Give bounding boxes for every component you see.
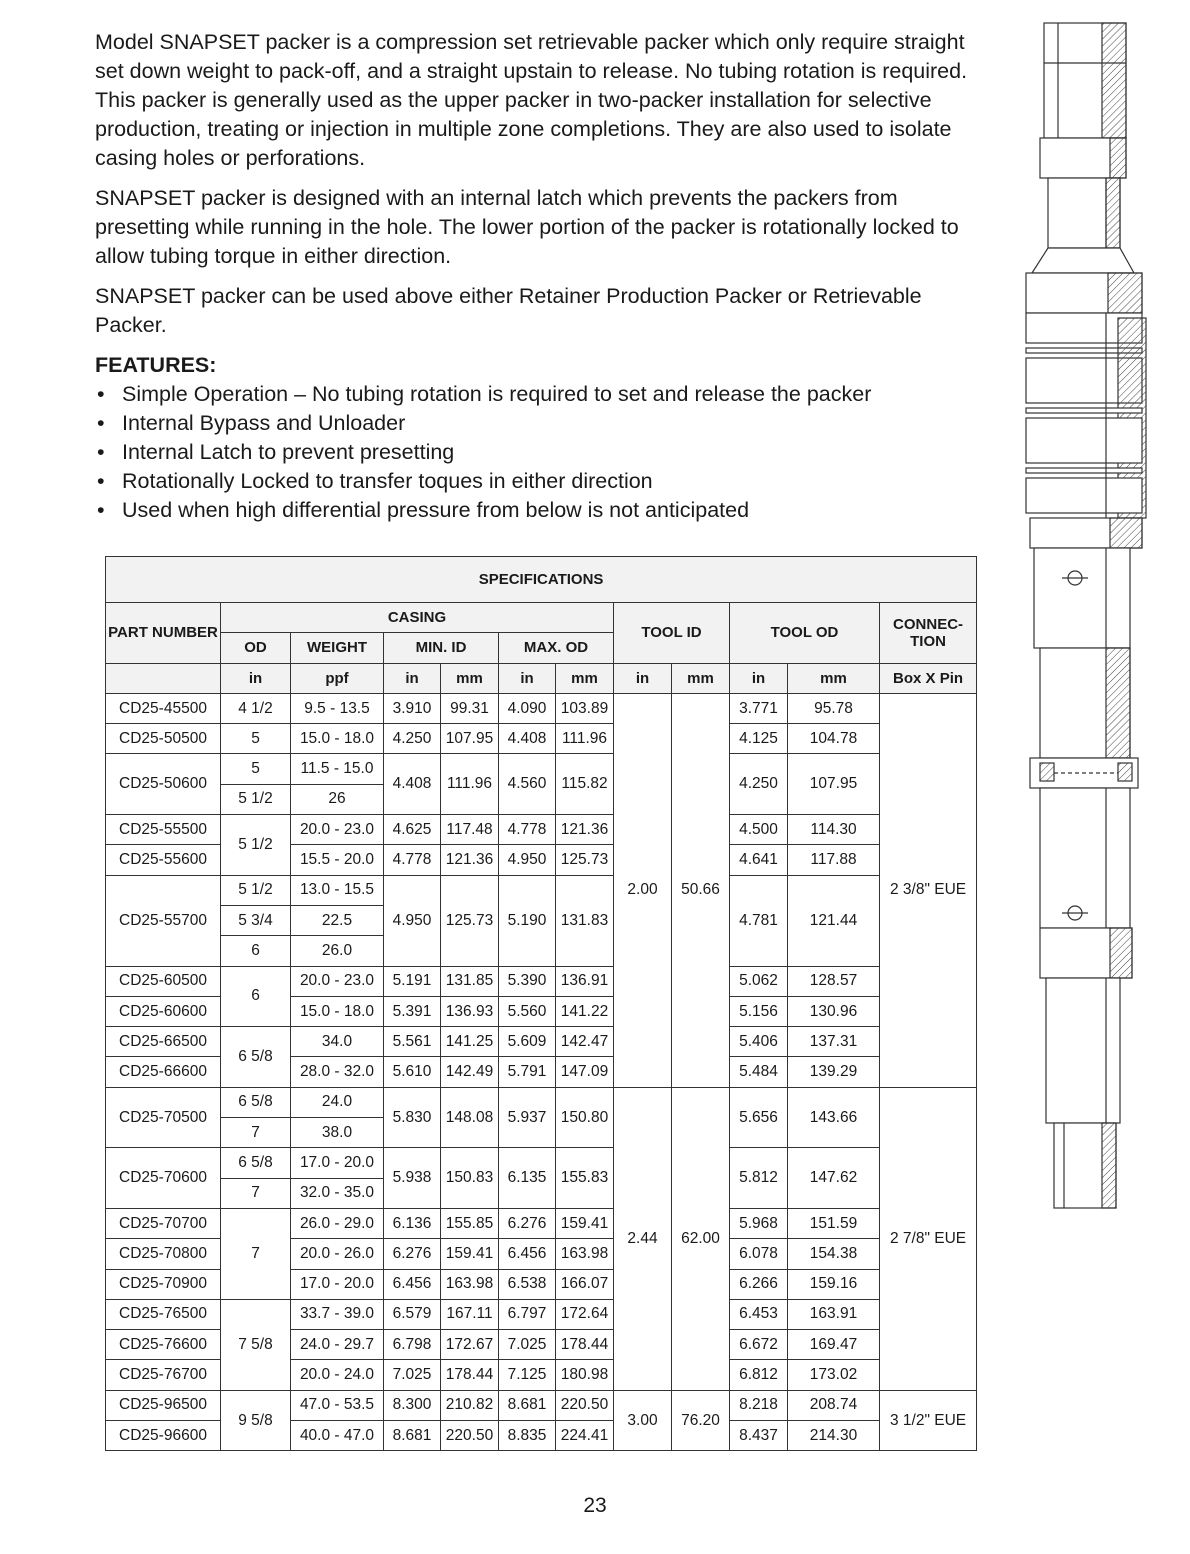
tool-od-in-cell: 4.641 — [730, 845, 788, 875]
connection-cell: 3 1/2" EUE — [880, 1390, 977, 1451]
max-od-in-cell: 5.791 — [499, 1057, 556, 1087]
min-id-mm-cell: 136.93 — [441, 996, 499, 1026]
casing-weight-cell: 15.0 - 18.0 — [291, 724, 384, 754]
part-number-cell: CD25-45500 — [106, 693, 221, 723]
part-number-cell: CD25-55500 — [106, 815, 221, 845]
table-row — [106, 1148, 977, 1178]
part-number-cell: CD25-76500 — [106, 1299, 221, 1329]
table-row — [106, 1390, 977, 1420]
max-od-in-cell: 6.797 — [499, 1299, 556, 1329]
tool-od-in-cell: 4.250 — [730, 754, 788, 815]
casing-weight-cell: 26 — [291, 784, 384, 814]
tool-od-mm-cell: 154.38 — [788, 1239, 880, 1269]
casing-weight-cell: 9.5 - 13.5 — [291, 693, 384, 723]
casing-od-cell: 5 — [221, 754, 291, 784]
tool-od-in-cell: 5.968 — [730, 1208, 788, 1238]
header-tool-od: TOOL OD — [730, 603, 880, 664]
part-number-cell: CD25-66600 — [106, 1057, 221, 1087]
feature-item: • Internal Latch to prevent presetting — [95, 438, 975, 467]
table-row — [106, 693, 977, 723]
max-od-mm-cell: 150.80 — [556, 1087, 614, 1148]
tool-od-mm-cell: 143.66 — [788, 1087, 880, 1148]
casing-od-cell: 6 5/8 — [221, 1148, 291, 1178]
max-od-in-cell: 4.950 — [499, 845, 556, 875]
min-id-in-cell: 5.610 — [384, 1057, 441, 1087]
part-number-cell: CD25-70800 — [106, 1239, 221, 1269]
intro-paragraph-3: SNAPSET packer can be used above either Retainer Production Packer or Retrievable Packer. — [95, 284, 922, 337]
tool-id-in-cell: 3.00 — [614, 1390, 672, 1451]
tool-od-mm-cell: 107.95 — [788, 754, 880, 815]
max-od-mm-cell: 159.41 — [556, 1208, 614, 1238]
casing-od-cell: 4 1/2 — [221, 693, 291, 723]
table-row — [106, 966, 977, 996]
min-id-in-cell: 8.681 — [384, 1421, 441, 1451]
min-id-mm-cell: 121.36 — [441, 845, 499, 875]
max-od-mm-cell: 147.09 — [556, 1057, 614, 1087]
min-id-mm-cell: 107.95 — [441, 724, 499, 754]
tool-od-in-cell: 6.672 — [730, 1330, 788, 1360]
table-row — [106, 1087, 977, 1117]
max-od-in-cell: 5.937 — [499, 1087, 556, 1148]
max-od-in-cell: 4.090 — [499, 693, 556, 723]
max-od-in-cell: 8.681 — [499, 1390, 556, 1420]
min-id-mm-cell: 117.48 — [441, 815, 499, 845]
casing-weight-cell: 20.0 - 23.0 — [291, 815, 384, 845]
max-od-in-cell: 6.456 — [499, 1239, 556, 1269]
casing-weight-cell: 11.5 - 15.0 — [291, 754, 384, 784]
part-number-cell: CD25-70700 — [106, 1208, 221, 1238]
header-connection: CONNEC-TION — [880, 603, 977, 664]
max-od-in-cell: 6.538 — [499, 1269, 556, 1299]
tool-od-mm-cell: 137.31 — [788, 1027, 880, 1057]
tool-od-in-cell: 8.437 — [730, 1421, 788, 1451]
tool-od-in-cell: 6.453 — [730, 1299, 788, 1329]
max-od-in-cell: 4.778 — [499, 815, 556, 845]
min-id-in-cell: 4.250 — [384, 724, 441, 754]
min-id-in-cell: 8.300 — [384, 1390, 441, 1420]
tool-od-mm-cell: 173.02 — [788, 1360, 880, 1390]
max-od-in-cell: 4.408 — [499, 724, 556, 754]
casing-od-cell: 9 5/8 — [221, 1390, 291, 1451]
tool-od-mm-cell: 169.47 — [788, 1330, 880, 1360]
casing-weight-cell: 13.0 - 15.5 — [291, 875, 384, 905]
tool-od-in-cell: 3.771 — [730, 693, 788, 723]
max-od-mm-cell: 155.83 — [556, 1148, 614, 1209]
casing-od-cell: 7 — [221, 1118, 291, 1148]
casing-weight-cell: 38.0 — [291, 1118, 384, 1148]
tool-od-in-cell: 5.812 — [730, 1148, 788, 1209]
max-od-in-cell: 5.560 — [499, 996, 556, 1026]
part-number-cell: CD25-76700 — [106, 1360, 221, 1390]
tool-id-in-cell: 2.00 — [614, 693, 672, 1087]
tool-od-in-cell: 6.812 — [730, 1360, 788, 1390]
part-number-cell: CD25-70500 — [106, 1087, 221, 1148]
max-od-mm-cell: 172.64 — [556, 1299, 614, 1329]
tool-od-mm-cell: 117.88 — [788, 845, 880, 875]
part-number-cell: CD25-96600 — [106, 1421, 221, 1451]
max-od-mm-cell: 111.96 — [556, 724, 614, 754]
unit-ppf: ppf — [291, 663, 384, 693]
casing-weight-cell: 26.0 — [291, 936, 384, 966]
tool-id-mm-cell: 50.66 — [672, 693, 730, 1087]
max-od-mm-cell: 142.47 — [556, 1027, 614, 1057]
min-id-mm-cell: 220.50 — [441, 1421, 499, 1451]
specifications-table — [105, 556, 977, 1451]
max-od-mm-cell: 125.73 — [556, 845, 614, 875]
unit-mm: mm — [556, 663, 614, 693]
part-number-cell: CD25-50500 — [106, 724, 221, 754]
units-row — [106, 663, 977, 693]
table-body — [106, 693, 977, 1450]
tool-od-in-cell: 4.781 — [730, 875, 788, 966]
min-id-in-cell: 6.276 — [384, 1239, 441, 1269]
header-casing: CASING — [221, 603, 614, 633]
max-od-in-cell: 5.390 — [499, 966, 556, 996]
connection-cell: 2 7/8" EUE — [880, 1087, 977, 1390]
min-id-mm-cell: 111.96 — [441, 754, 499, 815]
max-od-in-cell: 4.560 — [499, 754, 556, 815]
unit-box-pin: Box X Pin — [880, 663, 977, 693]
casing-weight-cell: 32.0 - 35.0 — [291, 1178, 384, 1208]
max-od-mm-cell: 180.98 — [556, 1360, 614, 1390]
table-row — [106, 1027, 977, 1057]
packer-drawing — [1010, 18, 1170, 1213]
casing-weight-cell: 33.7 - 39.0 — [291, 1299, 384, 1329]
min-id-in-cell: 6.136 — [384, 1208, 441, 1238]
casing-od-cell: 6 5/8 — [221, 1087, 291, 1117]
max-od-mm-cell: 224.41 — [556, 1421, 614, 1451]
max-od-in-cell: 5.190 — [499, 875, 556, 966]
part-number-cell: CD25-60500 — [106, 966, 221, 996]
max-od-mm-cell: 115.82 — [556, 754, 614, 815]
tool-od-in-cell: 6.078 — [730, 1239, 788, 1269]
unit-mm: mm — [788, 663, 880, 693]
casing-od-cell: 7 — [221, 1178, 291, 1208]
casing-weight-cell: 15.0 - 18.0 — [291, 996, 384, 1026]
max-od-mm-cell: 103.89 — [556, 693, 614, 723]
unit-mm: mm — [672, 663, 730, 693]
min-id-mm-cell: 148.08 — [441, 1087, 499, 1148]
max-od-mm-cell: 178.44 — [556, 1330, 614, 1360]
tool-id-mm-cell: 76.20 — [672, 1390, 730, 1451]
min-id-mm-cell: 142.49 — [441, 1057, 499, 1087]
part-number-cell: CD25-60600 — [106, 996, 221, 1026]
tool-od-mm-cell: 208.74 — [788, 1390, 880, 1420]
tool-od-in-cell: 5.406 — [730, 1027, 788, 1057]
features-list — [95, 380, 975, 525]
min-id-in-cell: 6.579 — [384, 1299, 441, 1329]
table-row — [106, 724, 977, 754]
min-id-in-cell: 5.391 — [384, 996, 441, 1026]
part-number-cell: CD25-76600 — [106, 1330, 221, 1360]
header-min-id: MIN. ID — [384, 633, 499, 663]
tool-od-mm-cell: 147.62 — [788, 1148, 880, 1209]
casing-weight-cell: 15.5 - 20.0 — [291, 845, 384, 875]
max-od-in-cell: 5.609 — [499, 1027, 556, 1057]
tool-od-in-cell: 5.062 — [730, 966, 788, 996]
feature-item: • Simple Operation – No tubing rotation is required to set and release the packer — [95, 380, 975, 409]
part-number-cell: CD25-50600 — [106, 754, 221, 815]
page-number: 23 — [583, 1494, 607, 1517]
min-id-mm-cell: 163.98 — [441, 1269, 499, 1299]
min-id-in-cell: 4.950 — [384, 875, 441, 966]
min-id-in-cell: 3.910 — [384, 693, 441, 723]
min-id-mm-cell: 178.44 — [441, 1360, 499, 1390]
part-number-cell: CD25-66500 — [106, 1027, 221, 1057]
max-od-in-cell: 7.025 — [499, 1330, 556, 1360]
casing-weight-cell: 24.0 — [291, 1087, 384, 1117]
casing-od-cell: 5 — [221, 724, 291, 754]
tool-od-mm-cell: 95.78 — [788, 693, 880, 723]
casing-weight-cell: 17.0 - 20.0 — [291, 1269, 384, 1299]
feature-item: • Rotationally Locked to transfer toques in either direction — [95, 467, 975, 496]
casing-weight-cell: 20.0 - 23.0 — [291, 966, 384, 996]
features-heading: FEATURES: — [95, 353, 217, 377]
tool-od-mm-cell: 130.96 — [788, 996, 880, 1026]
casing-weight-cell: 24.0 - 29.7 — [291, 1330, 384, 1360]
tool-od-mm-cell: 128.57 — [788, 966, 880, 996]
max-od-mm-cell: 220.50 — [556, 1390, 614, 1420]
tool-od-in-cell: 8.218 — [730, 1390, 788, 1420]
casing-od-cell: 5 1/2 — [221, 784, 291, 814]
casing-od-cell: 5 3/4 — [221, 905, 291, 935]
min-id-mm-cell: 210.82 — [441, 1390, 499, 1420]
min-id-mm-cell: 159.41 — [441, 1239, 499, 1269]
tool-od-in-cell: 4.500 — [730, 815, 788, 845]
part-number-cell: CD25-55700 — [106, 875, 221, 966]
tool-od-mm-cell: 104.78 — [788, 724, 880, 754]
part-number-cell: CD25-55600 — [106, 845, 221, 875]
min-id-mm-cell: 99.31 — [441, 693, 499, 723]
tool-od-in-cell: 5.156 — [730, 996, 788, 1026]
part-number-cell: CD25-70600 — [106, 1148, 221, 1209]
min-id-mm-cell: 150.83 — [441, 1148, 499, 1209]
min-id-in-cell: 7.025 — [384, 1360, 441, 1390]
tool-id-mm-cell: 62.00 — [672, 1087, 730, 1390]
feature-item: • Used when high differential pressure from below is not anticipated — [95, 496, 975, 525]
casing-weight-cell: 20.0 - 24.0 — [291, 1360, 384, 1390]
tool-od-in-cell: 5.484 — [730, 1057, 788, 1087]
tool-od-mm-cell: 121.44 — [788, 875, 880, 966]
casing-weight-cell: 26.0 - 29.0 — [291, 1208, 384, 1238]
unit-in: in — [221, 663, 291, 693]
casing-weight-cell: 34.0 — [291, 1027, 384, 1057]
tool-od-mm-cell: 214.30 — [788, 1421, 880, 1451]
max-od-mm-cell: 141.22 — [556, 996, 614, 1026]
min-id-in-cell: 5.561 — [384, 1027, 441, 1057]
casing-weight-cell: 47.0 - 53.5 — [291, 1390, 384, 1420]
casing-weight-cell: 40.0 - 47.0 — [291, 1421, 384, 1451]
unit-in: in — [614, 663, 672, 693]
casing-od-cell: 5 1/2 — [221, 815, 291, 876]
min-id-in-cell: 4.778 — [384, 845, 441, 875]
part-number-cell: CD25-96500 — [106, 1390, 221, 1420]
intro-text — [95, 28, 975, 525]
header-od: OD — [221, 633, 291, 663]
max-od-in-cell: 8.835 — [499, 1421, 556, 1451]
max-od-in-cell: 7.125 — [499, 1360, 556, 1390]
unit-in: in — [499, 663, 556, 693]
max-od-mm-cell: 121.36 — [556, 815, 614, 845]
table-title: SPECIFICATIONS — [106, 557, 977, 603]
min-id-mm-cell: 125.73 — [441, 875, 499, 966]
header-part-number: PART NUMBER — [106, 603, 221, 664]
tool-od-mm-cell: 114.30 — [788, 815, 880, 845]
casing-od-cell: 7 5/8 — [221, 1299, 291, 1390]
casing-od-cell: 6 5/8 — [221, 1027, 291, 1088]
min-id-in-cell: 5.938 — [384, 1148, 441, 1209]
min-id-mm-cell: 155.85 — [441, 1208, 499, 1238]
part-number-cell: CD25-70900 — [106, 1269, 221, 1299]
header-weight: WEIGHT — [291, 633, 384, 663]
tool-od-mm-cell: 151.59 — [788, 1208, 880, 1238]
min-id-mm-cell: 131.85 — [441, 966, 499, 996]
tool-id-in-cell: 2.44 — [614, 1087, 672, 1390]
tool-od-in-cell: 4.125 — [730, 724, 788, 754]
min-id-mm-cell: 141.25 — [441, 1027, 499, 1057]
max-od-mm-cell: 131.83 — [556, 875, 614, 966]
unit-mm: mm — [441, 663, 499, 693]
min-id-in-cell: 4.408 — [384, 754, 441, 815]
min-id-in-cell: 6.456 — [384, 1269, 441, 1299]
intro-paragraph-1: Model SNAPSET packer is a compression set retrievable packer which only require straight set down weight to pack-off, and a straight upstain to release. No tubing rotation is required. This packer is generally used as the upper packer in two-packer installation for selective production, treating or injection in multiple zone completions. They are also used to isolate casing holes or perforations. — [95, 30, 968, 170]
max-od-in-cell: 6.135 — [499, 1148, 556, 1209]
max-od-mm-cell: 163.98 — [556, 1239, 614, 1269]
blank-unit — [106, 663, 221, 693]
casing-od-cell: 5 1/2 — [221, 875, 291, 905]
header-max-od: MAX. OD — [499, 633, 614, 663]
tool-od-mm-cell: 139.29 — [788, 1057, 880, 1087]
unit-in: in — [384, 663, 441, 693]
connection-cell: 2 3/8" EUE — [880, 693, 977, 1087]
casing-weight-cell: 22.5 — [291, 905, 384, 935]
tool-od-in-cell: 5.656 — [730, 1087, 788, 1148]
max-od-in-cell: 6.276 — [499, 1208, 556, 1238]
feature-item: • Internal Bypass and Unloader — [95, 409, 975, 438]
table-row — [106, 1299, 977, 1329]
unit-in: in — [730, 663, 788, 693]
table-row — [106, 1208, 977, 1238]
casing-weight-cell: 20.0 - 26.0 — [291, 1239, 384, 1269]
min-id-mm-cell: 172.67 — [441, 1330, 499, 1360]
casing-od-cell: 6 — [221, 966, 291, 1027]
min-id-in-cell: 4.625 — [384, 815, 441, 845]
tool-od-mm-cell: 159.16 — [788, 1269, 880, 1299]
min-id-in-cell: 5.191 — [384, 966, 441, 996]
casing-weight-cell: 28.0 - 32.0 — [291, 1057, 384, 1087]
table-row — [106, 875, 977, 905]
tool-od-mm-cell: 163.91 — [788, 1299, 880, 1329]
intro-paragraph-2: SNAPSET packer is designed with an internal latch which prevents the packers from presetting while running in the hole. The lower portion of the packer is rotationally locked to allow tubing torque in either direction. — [95, 186, 959, 268]
min-id-in-cell: 5.830 — [384, 1087, 441, 1148]
tool-od-in-cell: 6.266 — [730, 1269, 788, 1299]
casing-od-cell: 6 — [221, 936, 291, 966]
table-row — [106, 754, 977, 784]
casing-od-cell: 7 — [221, 1208, 291, 1299]
casing-weight-cell: 17.0 - 20.0 — [291, 1148, 384, 1178]
max-od-mm-cell: 136.91 — [556, 966, 614, 996]
min-id-in-cell: 6.798 — [384, 1330, 441, 1360]
max-od-mm-cell: 166.07 — [556, 1269, 614, 1299]
header-tool-id: TOOL ID — [614, 603, 730, 664]
table-row — [106, 815, 977, 845]
min-id-mm-cell: 167.11 — [441, 1299, 499, 1329]
